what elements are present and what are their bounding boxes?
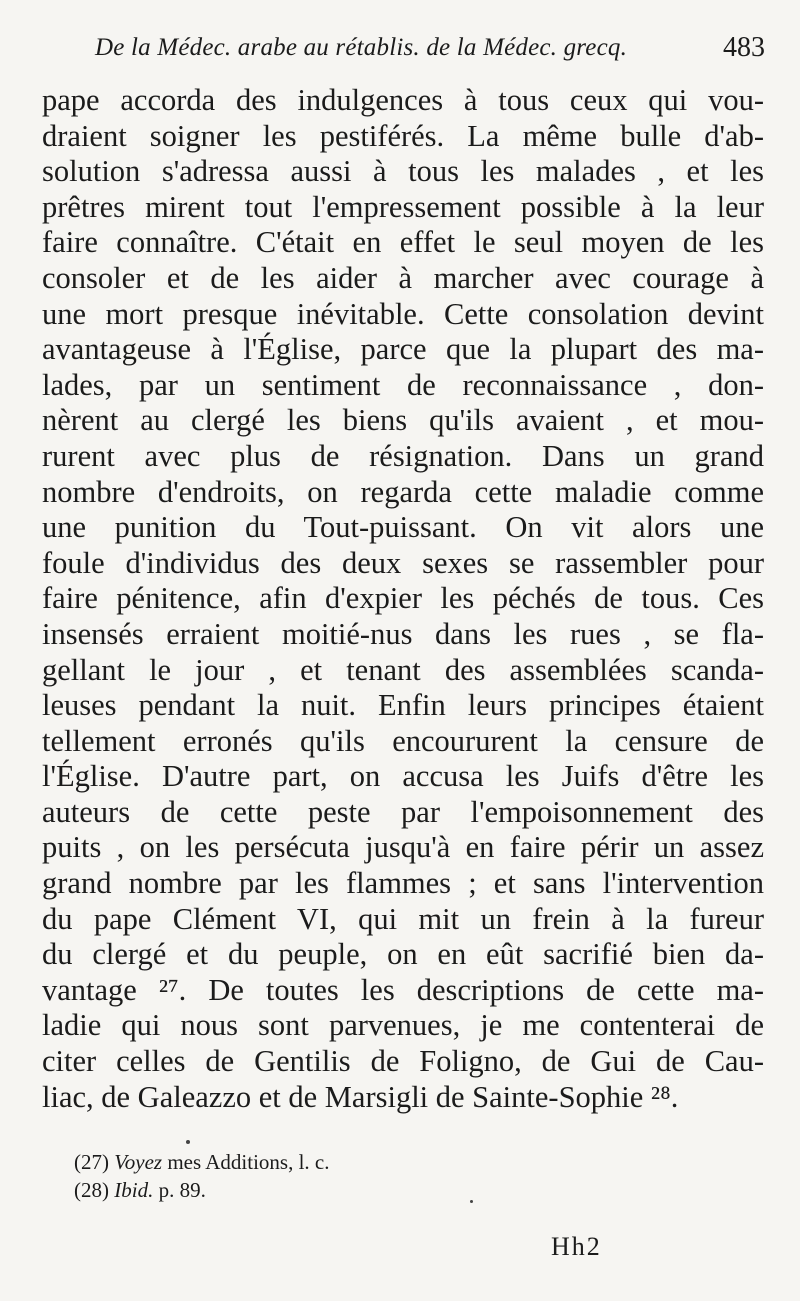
ink-speck: [186, 1140, 190, 1144]
text-line: lades, par un sentiment de reconnaissance , don-: [42, 367, 764, 402]
text-line: nombre d'endroits, on regarda cette maladie comme: [42, 474, 764, 509]
running-title: De la Médec. arabe au rétablis. de la Médec. grecq.: [95, 34, 628, 61]
text-line: tellement erronés qu'ils encoururent la censure de: [42, 723, 764, 758]
page-number: 483: [723, 32, 765, 63]
text-line: une mort presque inévitable. Cette consolation devint: [42, 296, 764, 331]
text-line: du pape Clément VI, qui mit un frein à la fureur: [42, 901, 764, 936]
footnote-28: [74, 1176, 574, 1204]
footnote-27: [74, 1148, 574, 1176]
footnote-ref: (27): [74, 1150, 109, 1174]
text-line: citer celles de Gentilis de Foligno, de Gui de Cau-: [42, 1044, 764, 1079]
footnote-text: p. 89.: [153, 1178, 206, 1202]
text-line: avantageuse à l'Église, parce que la plupart des ma-: [42, 332, 764, 367]
signature-mark: Hh2: [551, 1232, 602, 1261]
text-line: une punition du Tout-puissant. On vit alors une: [42, 510, 764, 545]
text-line: foule d'individus des deux sexes se rassembler pour: [42, 545, 764, 580]
body-text: [42, 83, 764, 1115]
text-line: gellant le jour , et tenant des assemblées scanda-: [42, 652, 764, 687]
footnote-italic: Ibid.: [114, 1178, 154, 1202]
text-line: insensés erraient moitié-nus dans les rues , se fla-: [42, 616, 764, 651]
text-line: ladie qui nous sont parvenues, je me contenterai de: [42, 1008, 764, 1043]
footnote-ref: (28): [74, 1178, 109, 1202]
text-line: nèrent au clergé les biens qu'ils avaient , et mou-: [42, 403, 764, 438]
text-line: auteurs de cette peste par l'empoisonnement des: [42, 794, 764, 829]
text-line: l'Église. D'autre part, on accusa les Juifs d'être les: [42, 759, 764, 794]
text-line: faire pénitence, afin d'expier les péchés de tous. Ces: [42, 581, 764, 616]
footnotes: [74, 1148, 574, 1204]
text-line: draient soigner les pestiférés. La même bulle d'ab-: [42, 118, 764, 153]
running-head: [95, 30, 765, 70]
text-line: rurent avec plus de résignation. Dans un grand: [42, 438, 764, 473]
text-line: leuses pendant la nuit. Enfin leurs principes étaient: [42, 688, 764, 723]
text-line: pape accorda des indulgences à tous ceux qui vou-: [42, 83, 764, 117]
text-line: consoler et de les aider à marcher avec courage à: [42, 260, 764, 295]
text-line: puits , on les persécuta jusqu'à en faire périr un assez: [42, 830, 764, 865]
text-line: liac, de Galeazzo et de Marsigli de Sainte-Sophie ²⁸.: [42, 1079, 679, 1114]
text-line: vantage ²⁷. De toutes les descriptions de cette ma-: [42, 972, 764, 1007]
footnote-text: mes Additions, l. c.: [162, 1150, 330, 1174]
text-line: faire connaître. C'était en effet le seul moyen de les: [42, 225, 764, 260]
text-line: prêtres mirent tout l'empressement possible à la leur: [42, 189, 764, 224]
text-line: solution s'adressa aussi à tous les malades , et les: [42, 154, 764, 189]
text-line: du clergé et du peuple, on en eût sacrifié bien da-: [42, 937, 764, 972]
footnote-italic: Voyez: [114, 1150, 163, 1174]
text-line: grand nombre par les flammes ; et sans l'intervention: [42, 866, 764, 901]
